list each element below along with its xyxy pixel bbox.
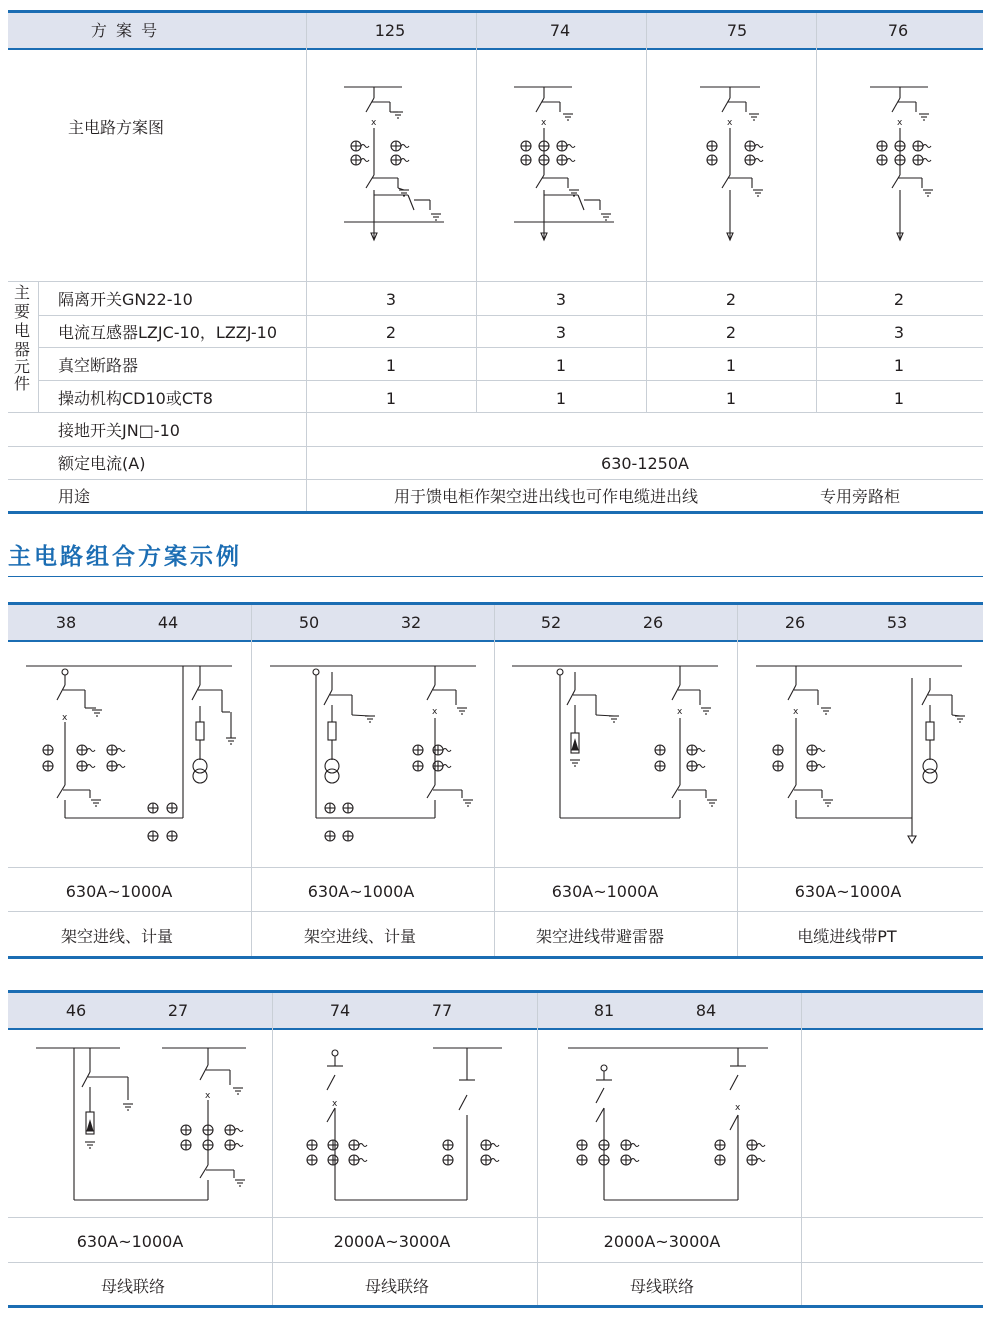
combo-diagram-81-84 (568, 1048, 768, 1200)
rated-current-value: 630-1250A (601, 454, 689, 473)
row-value: 1 (725, 356, 737, 375)
row-label-current-transformer: 电流互感器LZJC-10，LZZJ-10 (58, 323, 278, 342)
svg-text:x: x (62, 713, 68, 723)
group-char-3: 电 (14, 321, 31, 340)
row-label-operating-mechanism: 操动机构CD10或CT8 (58, 389, 213, 408)
combo-current: 2000A~3000A (603, 1232, 721, 1251)
row-value: 3 (893, 323, 905, 342)
row-label-vacuum-breaker: 真空断路器 (58, 356, 139, 375)
combo-current: 2000A~3000A (333, 1232, 451, 1251)
row-value: 1 (725, 389, 737, 408)
row-value: 2 (725, 290, 737, 309)
row-value: 3 (555, 290, 567, 309)
row-value: 2 (725, 323, 737, 342)
section-title: 主电路组合方案示例 (8, 544, 242, 570)
svg-text:x: x (432, 707, 438, 717)
row-value: 3 (385, 290, 397, 309)
row-value: 1 (385, 356, 397, 375)
combo-number: 26 (784, 613, 806, 632)
combo-number: 84 (695, 1001, 717, 1020)
row-label-disconnector: 隔离开关GN22-10 (58, 290, 193, 309)
rated-current-label: 额定电流(A) (58, 454, 146, 473)
row-value: 2 (385, 323, 397, 342)
svg-text:x: x (677, 707, 683, 717)
scheme-col-75: 75 (726, 21, 748, 40)
svg-text:x: x (371, 118, 377, 128)
combo-number: 44 (157, 613, 179, 632)
svg-text:x: x (793, 707, 799, 717)
circuit-diagram-74 (514, 87, 614, 240)
combo-number: 32 (400, 613, 422, 632)
combo-diagram-52-26 (512, 666, 718, 818)
combo-usage: 电缆进线带PT (797, 927, 897, 946)
scheme-col-74: 74 (549, 21, 571, 40)
combo-number: 53 (886, 613, 908, 632)
row-value: 3 (555, 323, 567, 342)
combo-usage: 母线联络 (364, 1277, 430, 1296)
usage-value-feeder: 用于馈电柜作架空进出线也可作电缆进出线 (393, 487, 699, 506)
svg-text:x: x (332, 1099, 338, 1109)
svg-text:x: x (541, 118, 547, 128)
combo-diagram-26-53 (756, 666, 965, 843)
group-char-5: 元 (14, 357, 31, 376)
usage-value-bypass: 专用旁路柜 (819, 487, 901, 506)
row-value: 1 (555, 356, 567, 375)
scheme-number-label: 方 案 号 (90, 21, 160, 40)
combo-usage: 母线联络 (629, 1277, 695, 1296)
combo-number: 46 (65, 1001, 87, 1020)
group-char-2: 要 (14, 302, 31, 321)
combo-usage: 架空进线、计量 (303, 927, 417, 946)
usage-label: 用途 (58, 487, 91, 506)
group-char-4: 器 (14, 340, 31, 359)
row-value: 1 (893, 356, 905, 375)
scheme-col-125: 125 (374, 21, 406, 40)
combo-diagram-74-77 (307, 1048, 502, 1200)
combo-usage: 母线联络 (100, 1277, 166, 1296)
combo-current: 630A~1000A (307, 882, 415, 901)
combo-diagram-50-32 (270, 666, 476, 841)
ground-switch-label: 接地开关JN□-10 (58, 421, 180, 440)
row-value: 2 (893, 290, 905, 309)
circuit-diagram-75 (700, 87, 763, 240)
svg-text:x: x (205, 1091, 211, 1101)
svg-text:x: x (735, 1103, 741, 1113)
combo-number: 50 (298, 613, 320, 632)
combo-diagram-46-27 (36, 1048, 246, 1200)
circuit-diagram-125 (344, 87, 444, 240)
combo-number: 27 (167, 1001, 189, 1020)
group-char-6: 件 (14, 374, 31, 393)
row-value: 1 (385, 389, 397, 408)
svg-text:x: x (727, 118, 733, 128)
row-value: 1 (893, 389, 905, 408)
combo-current: 630A~1000A (76, 1232, 184, 1251)
combo-number: 74 (329, 1001, 351, 1020)
combo-number: 38 (55, 613, 77, 632)
main-circuit-diagram-label: 主电路方案图 (68, 118, 165, 137)
combo-number: 52 (540, 613, 562, 632)
combo-diagram-38-44 (26, 666, 236, 841)
combo-current: 630A~1000A (551, 882, 659, 901)
combo-number: 77 (431, 1001, 453, 1020)
circuit-diagram-76 (870, 87, 933, 240)
combo-number: 81 (593, 1001, 615, 1020)
combo-usage: 架空进线带避雷器 (535, 927, 665, 946)
combo-usage: 架空进线、计量 (60, 927, 174, 946)
svg-text:x: x (897, 118, 903, 128)
combo-current: 630A~1000A (65, 882, 173, 901)
combo-number: 26 (642, 613, 664, 632)
row-value: 1 (555, 389, 567, 408)
combo-current: 630A~1000A (794, 882, 902, 901)
group-char-1: 主 (14, 283, 31, 302)
scheme-col-76: 76 (887, 21, 909, 40)
